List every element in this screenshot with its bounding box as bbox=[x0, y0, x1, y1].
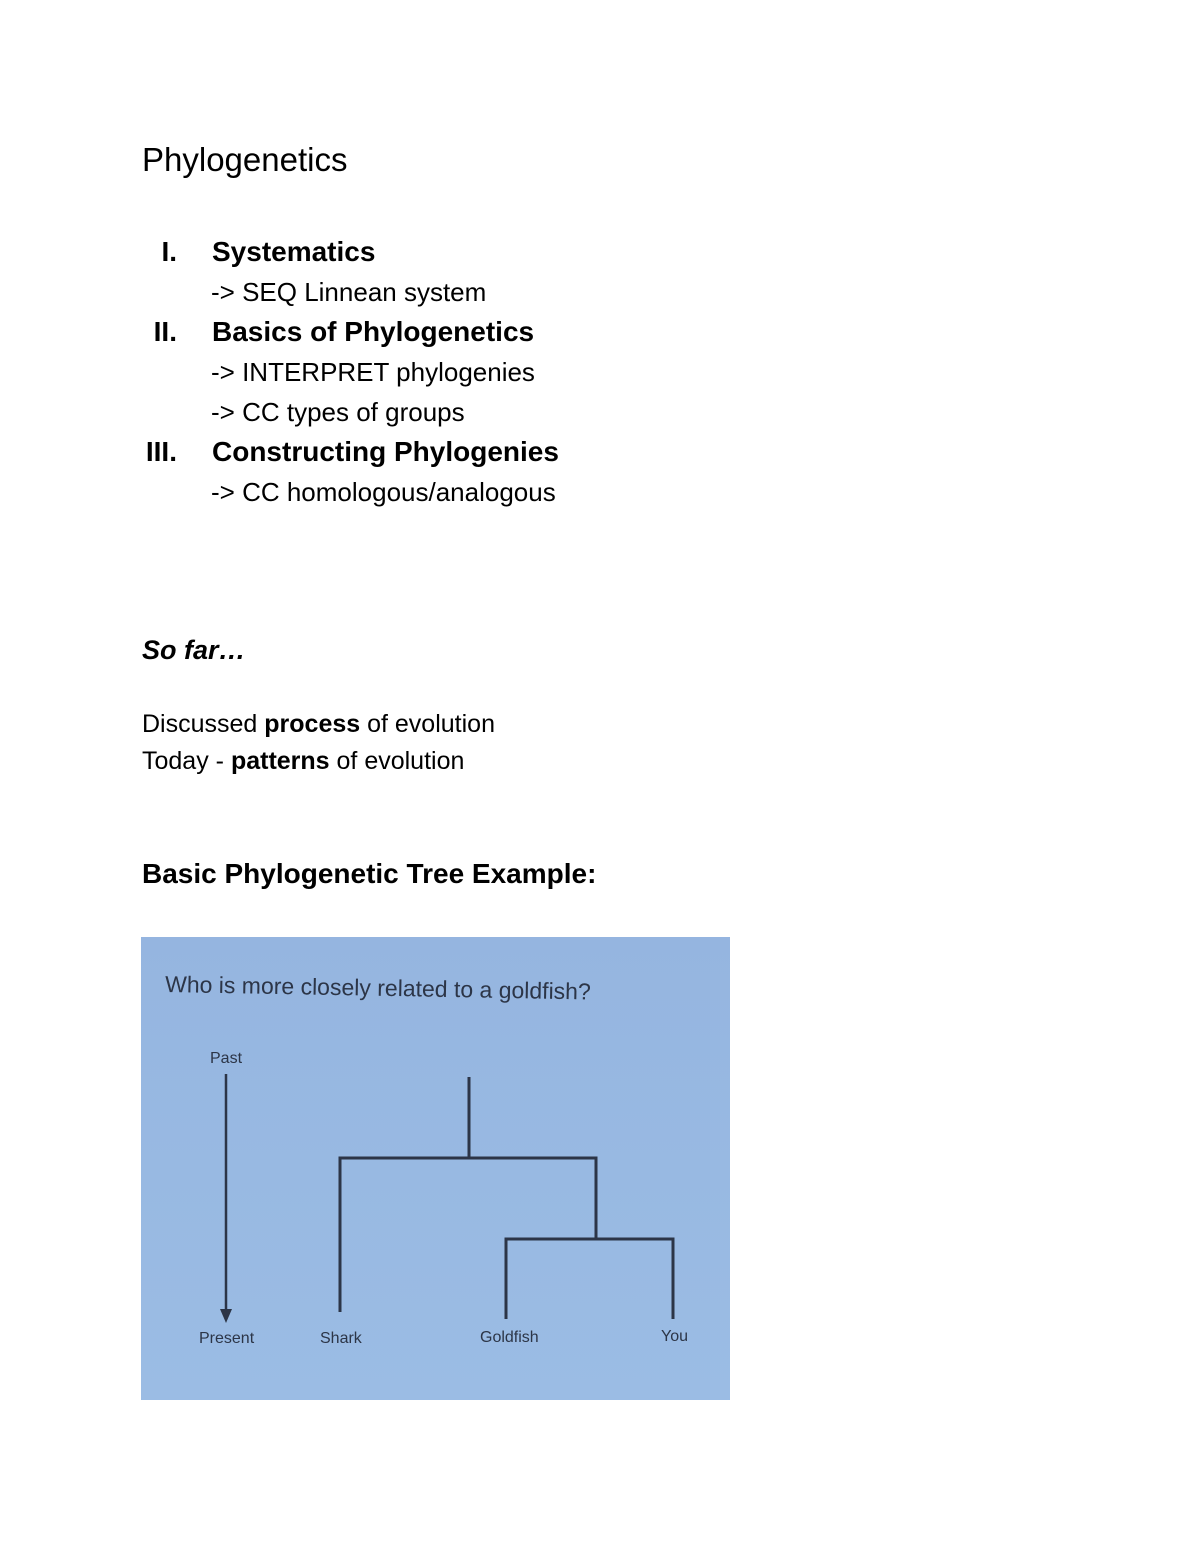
process-line-post: of evolution bbox=[360, 710, 495, 738]
outline-subitem-text: -> CC homologous/analogous bbox=[211, 477, 556, 507]
outline-numeral: I. bbox=[161, 236, 177, 267]
time-start-label: Past bbox=[210, 1050, 243, 1067]
tree-branches bbox=[340, 1077, 673, 1319]
phylogenetic-tree-photo bbox=[141, 937, 730, 1400]
outline-subitem-text: -> CC types of groups bbox=[211, 397, 465, 427]
phylogenetic-tree-diagram bbox=[141, 937, 730, 1400]
taxon-goldfish-label: Goldfish bbox=[480, 1329, 539, 1346]
process-line-pre: Discussed bbox=[142, 710, 265, 738]
process-line bbox=[142, 706, 495, 742]
outline-numeral: II. bbox=[153, 316, 177, 347]
outline-subitem bbox=[0, 352, 1200, 392]
outline-heading: Systematics bbox=[212, 236, 376, 267]
outline-item-systematics bbox=[0, 232, 1200, 272]
outline-subitem bbox=[0, 472, 1200, 512]
tree-question: Who is more closely related to a goldfish? bbox=[164, 971, 592, 1005]
time-end-label: Present bbox=[199, 1330, 255, 1347]
outline-subitem-text: -> INTERPRET phylogenies bbox=[211, 357, 535, 387]
outline-subitem-text: -> SEQ Linnean system bbox=[211, 277, 487, 307]
patterns-line-bold: patterns bbox=[230, 747, 330, 775]
outline-subitem bbox=[0, 272, 1200, 312]
outline-item-basics bbox=[0, 312, 1200, 352]
patterns-line-post: of evolution bbox=[329, 747, 465, 775]
page-title: Phylogenetics bbox=[142, 141, 348, 178]
patterns-line bbox=[142, 743, 464, 779]
outline-list bbox=[0, 232, 1200, 512]
outline-heading: Constructing Phylogenies bbox=[212, 436, 559, 467]
outline-item-constructing bbox=[0, 432, 1200, 472]
time-arrow-head bbox=[220, 1309, 232, 1323]
goldfish-you-branch bbox=[506, 1239, 673, 1319]
taxon-you-label: You bbox=[661, 1328, 688, 1345]
tree-example-heading: Basic Phylogenetic Tree Example: bbox=[142, 858, 597, 889]
patterns-line-pre: Today - bbox=[142, 747, 231, 775]
outline-numeral: III. bbox=[145, 436, 177, 467]
outline-subitem bbox=[0, 392, 1200, 432]
process-line-bold: process bbox=[264, 710, 361, 738]
so-far-heading: So far… bbox=[142, 635, 246, 665]
shark-clade-branch bbox=[340, 1158, 596, 1312]
outline-heading: Basics of Phylogenetics bbox=[212, 316, 535, 347]
taxon-shark-label: Shark bbox=[320, 1330, 362, 1347]
